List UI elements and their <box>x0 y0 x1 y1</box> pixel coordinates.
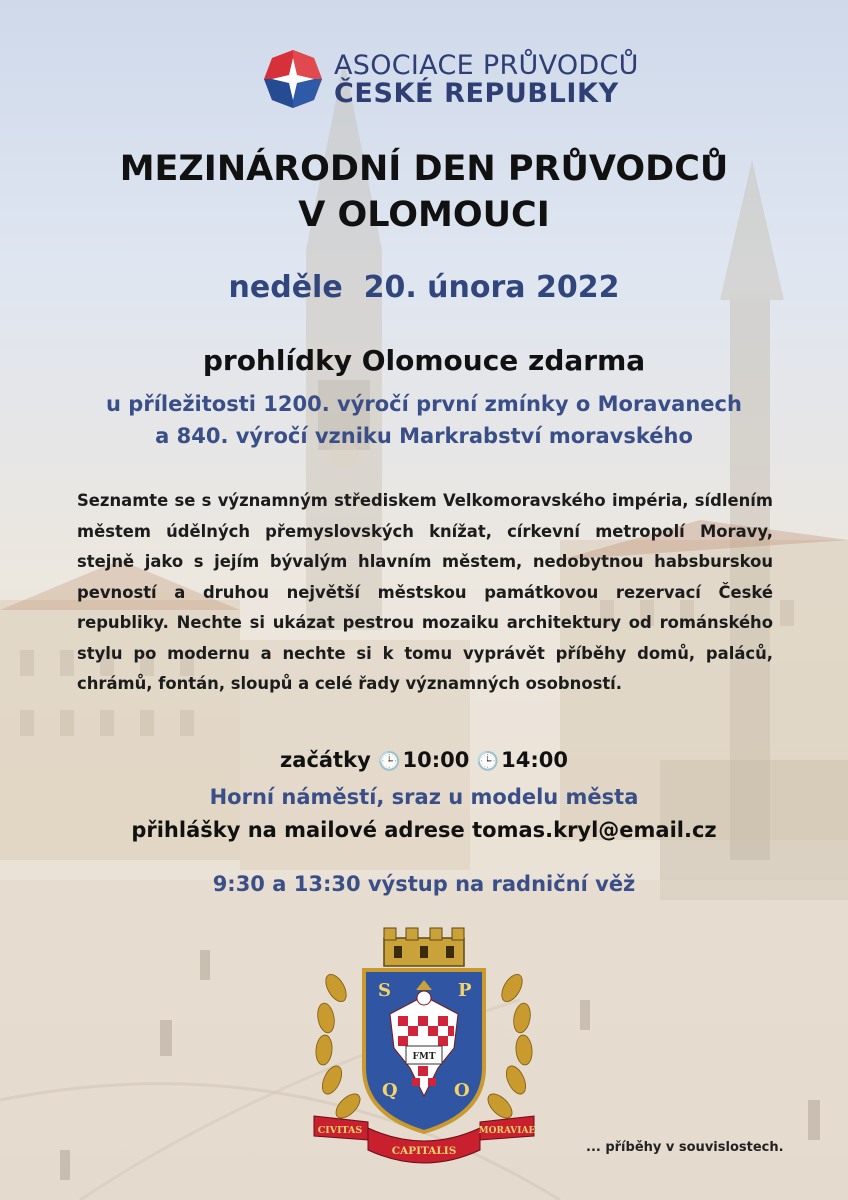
clock-icon: 🕒 <box>476 751 500 772</box>
compass-star-icon <box>262 48 324 110</box>
start-time-1: 10:00 <box>402 748 470 772</box>
event-description: Seznamte se s významným střediskem Velkomoravského impéria, sídlením městem údělných přemyslovských knížat, církevní metropolí Moravy, stejně jako s jejím bývalým hlavním městem, nedobytnou habsburskou pevností a druhou největší městskou památkovou rezervací České republiky. Nechte si ukázat pestrou mozaiku architektury od románského stylu po modernu a nechte si k tomu vyprávět příběhy domů, paláců, chrámů, fontán, sloupů a celé řady významných osobností. <box>77 491 773 693</box>
crest-letter-o: O <box>454 1080 470 1101</box>
crest-letter-s: S <box>378 980 391 1001</box>
clock-icon: 🕒 <box>378 751 401 772</box>
crest-center-label: FMT <box>412 1052 436 1062</box>
start-times <box>40 748 808 772</box>
olomouc-coat-of-arms <box>308 918 540 1168</box>
event-date: neděle 20. února 2022 <box>228 270 620 305</box>
event-subtitle: prohlídky Olomouce zdarma <box>202 344 646 377</box>
logo-name-line1: ASOCIACE PRŮVODCŮ <box>334 50 639 81</box>
meeting-point: Horní náměstí, sraz u modelu města <box>209 785 639 809</box>
tower-climb-info: 9:30 a 13:30 výstup na radniční věž <box>212 872 636 896</box>
event-title-line2: V OLOMOUCI <box>298 195 550 235</box>
association-logo <box>262 46 639 110</box>
mural-crown-icon <box>384 928 464 966</box>
start-time-2: 14:00 <box>501 748 568 772</box>
ribbon-text-center: CAPITALIS <box>391 1145 457 1157</box>
occasion-line2: a 840. výročí vzniku Markrabství moravského <box>155 424 693 448</box>
logo-name-line2: ČESKÉ REPUBLIKY <box>334 78 619 109</box>
event-title-line1: MEZINÁRODNÍ DEN PRŮVODCŮ <box>119 149 729 189</box>
crest-letter-p: P <box>458 980 472 1001</box>
tagline: ... příběhy v souvislostech. <box>586 1140 784 1155</box>
registration-info: přihlášky na mailové adrese tomas.kryl@email.cz <box>131 818 717 842</box>
ribbon-text-left: CIVITAS <box>317 1125 363 1136</box>
start-times-label: začátky <box>280 748 371 772</box>
crest-letter-q: Q <box>382 1080 398 1101</box>
occasion-line1: u příležitosti 1200. výročí první zmínky o Moravanech <box>106 392 742 416</box>
ribbon-text-right: MORAVIAE <box>478 1126 536 1136</box>
